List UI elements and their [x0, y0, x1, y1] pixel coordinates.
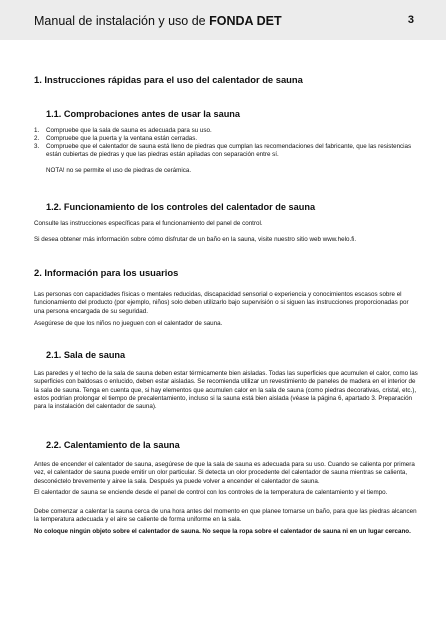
paragraph: Consulte las instrucciones específicas para el funcionamiento del panel de control.: [34, 220, 263, 227]
list-item-number: 3.: [34, 143, 40, 150]
list-item-number: 1.: [34, 127, 40, 134]
paragraph: Debe comenzar a calentar la sauna cerca de una hora antes del momento en que planee tomarse un baño, para que las piedras alcancen la temperatura adecuada y el aire se caliente de forma uniforme en la sala.: [34, 508, 417, 524]
paragraph: Antes de encender el calentador de sauna, asegúrese de que la sala de sauna es adecuada para su uso. Cuando se calienta por primera vez, el calentador de sauna puede emitir un olor particular. Si detecta un olor procedente del calentador de sauna mientras se calienta, desconéctelo brevemente y airee la sala. Después ya puede volver a encender el calentador de sauna.: [34, 461, 415, 485]
note-text: NOTA! no se permite el uso de piedras de cerámica.: [46, 167, 192, 174]
section-1-2-heading: 1.2. Funcionamiento de los controles del calentador de sauna: [46, 202, 316, 212]
list-item: [34, 135, 418, 143]
document-title-product: FONDA DET: [209, 14, 282, 28]
section-2-1-heading: 2.1. Sala de sauna: [46, 350, 126, 360]
document-title-plain: Manual de instalación y uso de: [34, 14, 210, 28]
warning-paragraph: No coloque ningún objeto sobre el calentador de sauna. No seque la ropa sobre el calentador de sauna ni en un lugar cercano.: [34, 528, 411, 535]
paragraph: Asegúrese de que los niños no jueguen con el calentador de sauna.: [34, 320, 223, 327]
list-item-text: Compruebe que la puerta y la ventana están cerradas.: [46, 135, 198, 142]
paragraph: Las paredes y el techo de la sala de sauna deben estar térmicamente bien aisladas. Todas las superficies que acumulen el calor, como las superficies con baldosas o enlucido, deben estar aisladas. Se recomienda utilizar un revestimiento de paneles de madera en el interior de la sala de sauna. Tenga en cuenta que, si hay elementos que acumulen calor en la sala de sauna (como piedras decorativas, cristal, etc.), estos podrían prolongar el tiempo de precalentamiento, incluso si la sauna está bien aislada (véase la página 6, apartado 3. Preparación para la instalación del calentador de sauna).: [34, 370, 418, 411]
paragraph: Si desea obtener más información sobre cómo disfrutar de un baño en la sauna, visite nuestro sitio web www.helo.fi.: [34, 236, 357, 243]
section-1-heading: 1. Instrucciones rápidas para el uso del calentador de sauna: [34, 74, 303, 85]
page-number: 3: [407, 14, 414, 26]
list-item-text: Compruebe que el calentador de sauna está lleno de piedras que cumplan las recomendaciones del fabricante, que las resistencias están cubiertas de piedras y que las piedras están apiladas con separación entre sí.: [46, 143, 412, 158]
paragraph: Las personas con capacidades físicas o mentales reducidas, discapacidad sensorial o experiencia y conocimientos escasos sobre el funcionamiento del producto (por ejemplo, niños) solo deben utilizarlo bajo supervisión o si siguen las instrucciones proporcionadas por una persona encargada de su seguridad.: [34, 291, 409, 315]
section-2-heading: 2. Información para los usuarios: [34, 267, 179, 278]
section-2-2-heading: 2.2. Calentamiento de la sauna: [46, 440, 180, 450]
checklist: [34, 127, 418, 159]
list-item: [34, 143, 418, 159]
list-item-number: 2.: [34, 135, 40, 142]
page-header: [0, 0, 446, 40]
document-title: [34, 14, 282, 28]
list-item: [34, 127, 418, 135]
paragraph: El calentador de sauna se enciende desde el panel de control con los controles de la temperatura de calentamiento y el tiempo.: [34, 489, 388, 496]
section-1-1-heading: 1.1. Comprobaciones antes de usar la sauna: [46, 109, 241, 119]
list-item-text: Compruebe que la sala de sauna es adecuada para su uso.: [46, 127, 212, 134]
